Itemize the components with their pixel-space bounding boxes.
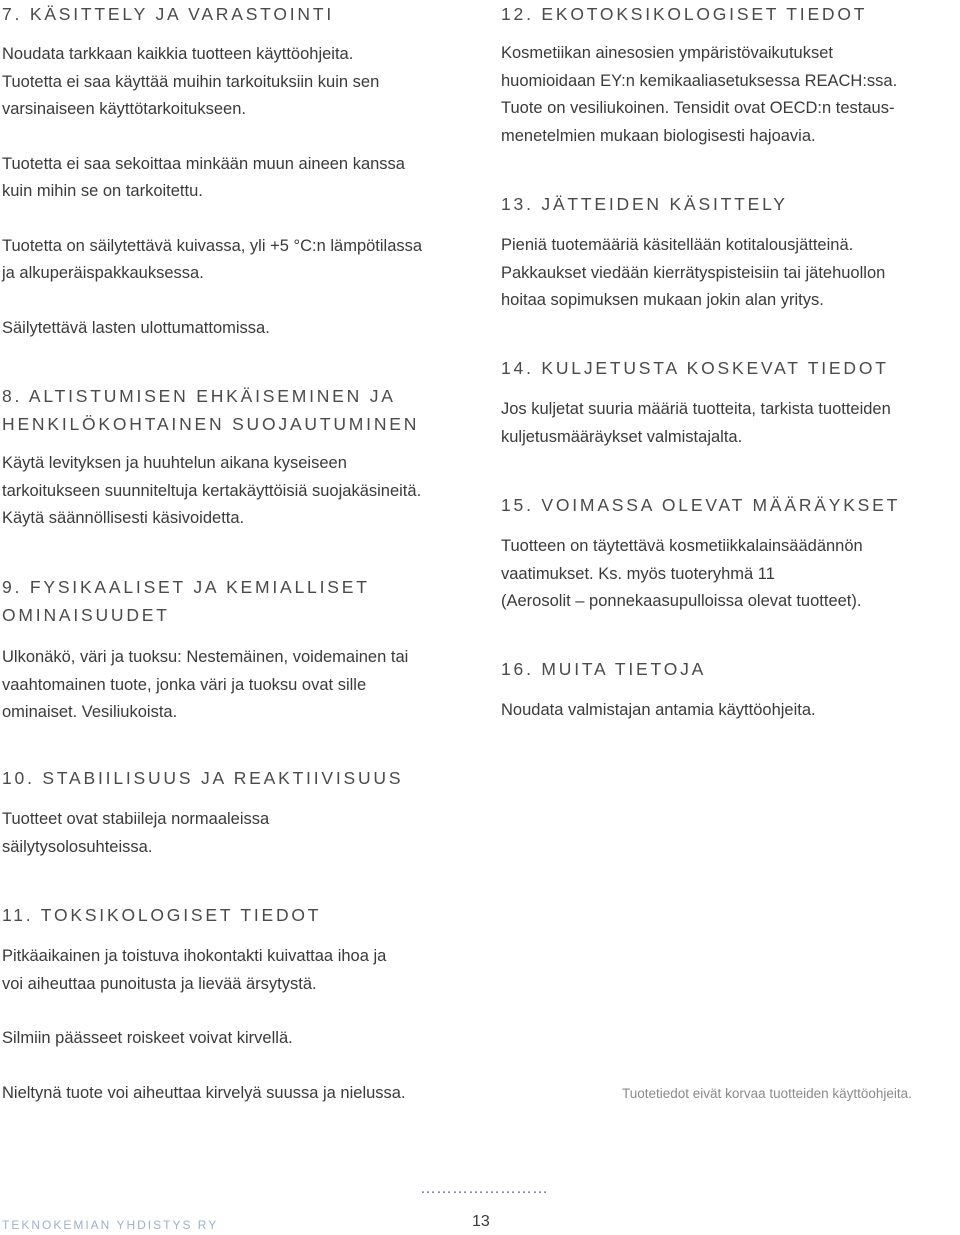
section-8-text: tarkoitukseen suunniteltuja kertakäyttöisiä suojakäsineitä. — [2, 481, 422, 500]
section-7-text: Säilytettävä lasten ulottumattomissa. — [2, 318, 270, 337]
section-15-text: Tuotteen on täytettävä kosmetiikkalainsäädännön — [501, 537, 863, 555]
section-11-text: Nieltynä tuote voi aiheuttaa kirvelyä suussa ja nielussa. — [2, 1083, 406, 1102]
section-9-text: vaahtomainen tuote, jonka väri ja tuoksu ovat sille — [2, 675, 367, 694]
section-8-text: Käytä levityksen ja huuhtelun aikana kyseiseen — [2, 454, 347, 472]
section-14-text: Jos kuljetat suuria määriä tuotteita, tarkista tuotteiden — [501, 400, 891, 418]
section-9-title: 9. FYSIKAALISET JA KEMIALLISET — [2, 577, 370, 597]
section-15 — [501, 491, 956, 616]
section-7-text: varsinaiseen käyttötarkoitukseen. — [2, 100, 246, 118]
section-15-title: 15. VOIMASSA OLEVAT MÄÄRÄYKSET — [501, 495, 901, 515]
section-13-text: hoitaa sopimuksen mukaan jokin alan yritys. — [501, 291, 824, 309]
section-7-text: Tuotetta on säilytettävä kuivassa, yli +5 °C:n lämpötilassa — [2, 236, 423, 255]
section-7-text: Tuotetta ei saa sekoittaa minkään muun aineen kanssa — [2, 154, 405, 173]
section-11-text: Pitkäaikainen ja toistuva ihokontakti kuivattaa ihoa ja — [2, 947, 387, 965]
section-14-title: 14. KULJETUSTA KOSKEVAT TIEDOT — [501, 358, 889, 378]
section-12-text: Tuote on vesiliukoinen. Tensidit ovat OECD:n testaus- — [501, 99, 895, 117]
section-11-text: Silmiin päässeet roiskeet voivat kirvellä. — [2, 1029, 293, 1047]
section-10-title: 10. STABIILISUUS JA REAKTIIVISUUS — [2, 768, 404, 788]
section-11-text: voi aiheuttaa punoitusta ja lievää ärsytystä. — [2, 974, 317, 993]
section-13-text: Pieniä tuotemääriä käsitellään kotitalousjätteinä. — [501, 236, 854, 254]
section-7-text: Tuotetta ei saa käyttää muihin tarkoituksiin kuin sen — [2, 72, 380, 91]
section-8-text: Käytä säännöllisesti käsivoidetta. — [2, 509, 245, 527]
section-12-text: huomioidaan EY:n kemikaaliasetuksessa REACH:ssa. — [501, 71, 898, 90]
section-15-text: vaatimukset. Ks. myös tuoteryhmä 11 — [501, 564, 775, 583]
disclaimer-note: Tuotetiedot eivät korvaa tuotteiden käyttöohjeita. — [622, 1086, 912, 1101]
section-9-text: ominaiset. Vesiliukoista. — [2, 703, 178, 721]
section-10-text: Tuotteet ovat stabiileja normaaleissa — [2, 810, 270, 828]
section-9 — [2, 573, 482, 727]
section-14 — [501, 354, 956, 451]
section-8-title: HENKILÖKOHTAINEN SUOJAUTUMINEN — [2, 414, 420, 434]
section-12-text: menetelmien mukaan biologisesti hajoavia. — [501, 126, 816, 145]
section-15-text: (Aerosolit – ponnekaasupulloissa olevat tuotteet). — [501, 592, 862, 610]
section-12-text: Kosmetiikan ainesosien ympäristövaikutukset — [501, 44, 833, 62]
section-7-text: ja alkuperäispakkauksessa. — [2, 264, 204, 282]
section-16-title: 16. MUITA TIETOJA — [501, 659, 707, 679]
section-8 — [2, 382, 482, 533]
section-7-text: Noudata tarkkaan kaikkia tuotteen käyttöohjeita. — [2, 45, 354, 63]
page-number: 13 — [472, 1213, 490, 1230]
section-7-text: kuin mihin se on tarkoitettu. — [2, 182, 203, 200]
section-7-title: 7. KÄSITTELY JA VARASTOINTI — [2, 4, 335, 24]
dotted-separator: …………………… — [420, 1180, 548, 1197]
section-10-text: säilytysolosuhteissa. — [2, 837, 153, 856]
section-12 — [501, 0, 956, 150]
publisher-name: TEKNOKEMIAN YHDISTYS RY — [2, 1218, 219, 1232]
section-13-text: Pakkaukset viedään kierrätyspisteisiin tai jätehuollon — [501, 263, 886, 282]
section-7 — [2, 0, 482, 342]
section-16 — [501, 655, 956, 725]
section-13 — [501, 190, 956, 315]
section-14-text: kuljetusmääräykset valmistajalta. — [501, 427, 743, 446]
section-13-title: 13. JÄTTEIDEN KÄSITTELY — [501, 194, 788, 214]
section-11 — [2, 901, 522, 1107]
section-8-title: 8. ALTISTUMISEN EHKÄISEMINEN JA — [2, 386, 396, 406]
section-9-title: OMINAISUUDET — [2, 605, 170, 625]
section-9-text: Ulkonäkö, väri ja tuoksu: Nestemäinen, voidemainen tai — [2, 648, 409, 666]
section-11-title: 11. TOKSIKOLOGISET TIEDOT — [2, 905, 322, 925]
section-10 — [2, 764, 522, 861]
section-16-text: Noudata valmistajan antamia käyttöohjeita. — [501, 701, 816, 719]
section-12-title: 12. EKOTOKSIKOLOGISET TIEDOT — [501, 4, 868, 24]
